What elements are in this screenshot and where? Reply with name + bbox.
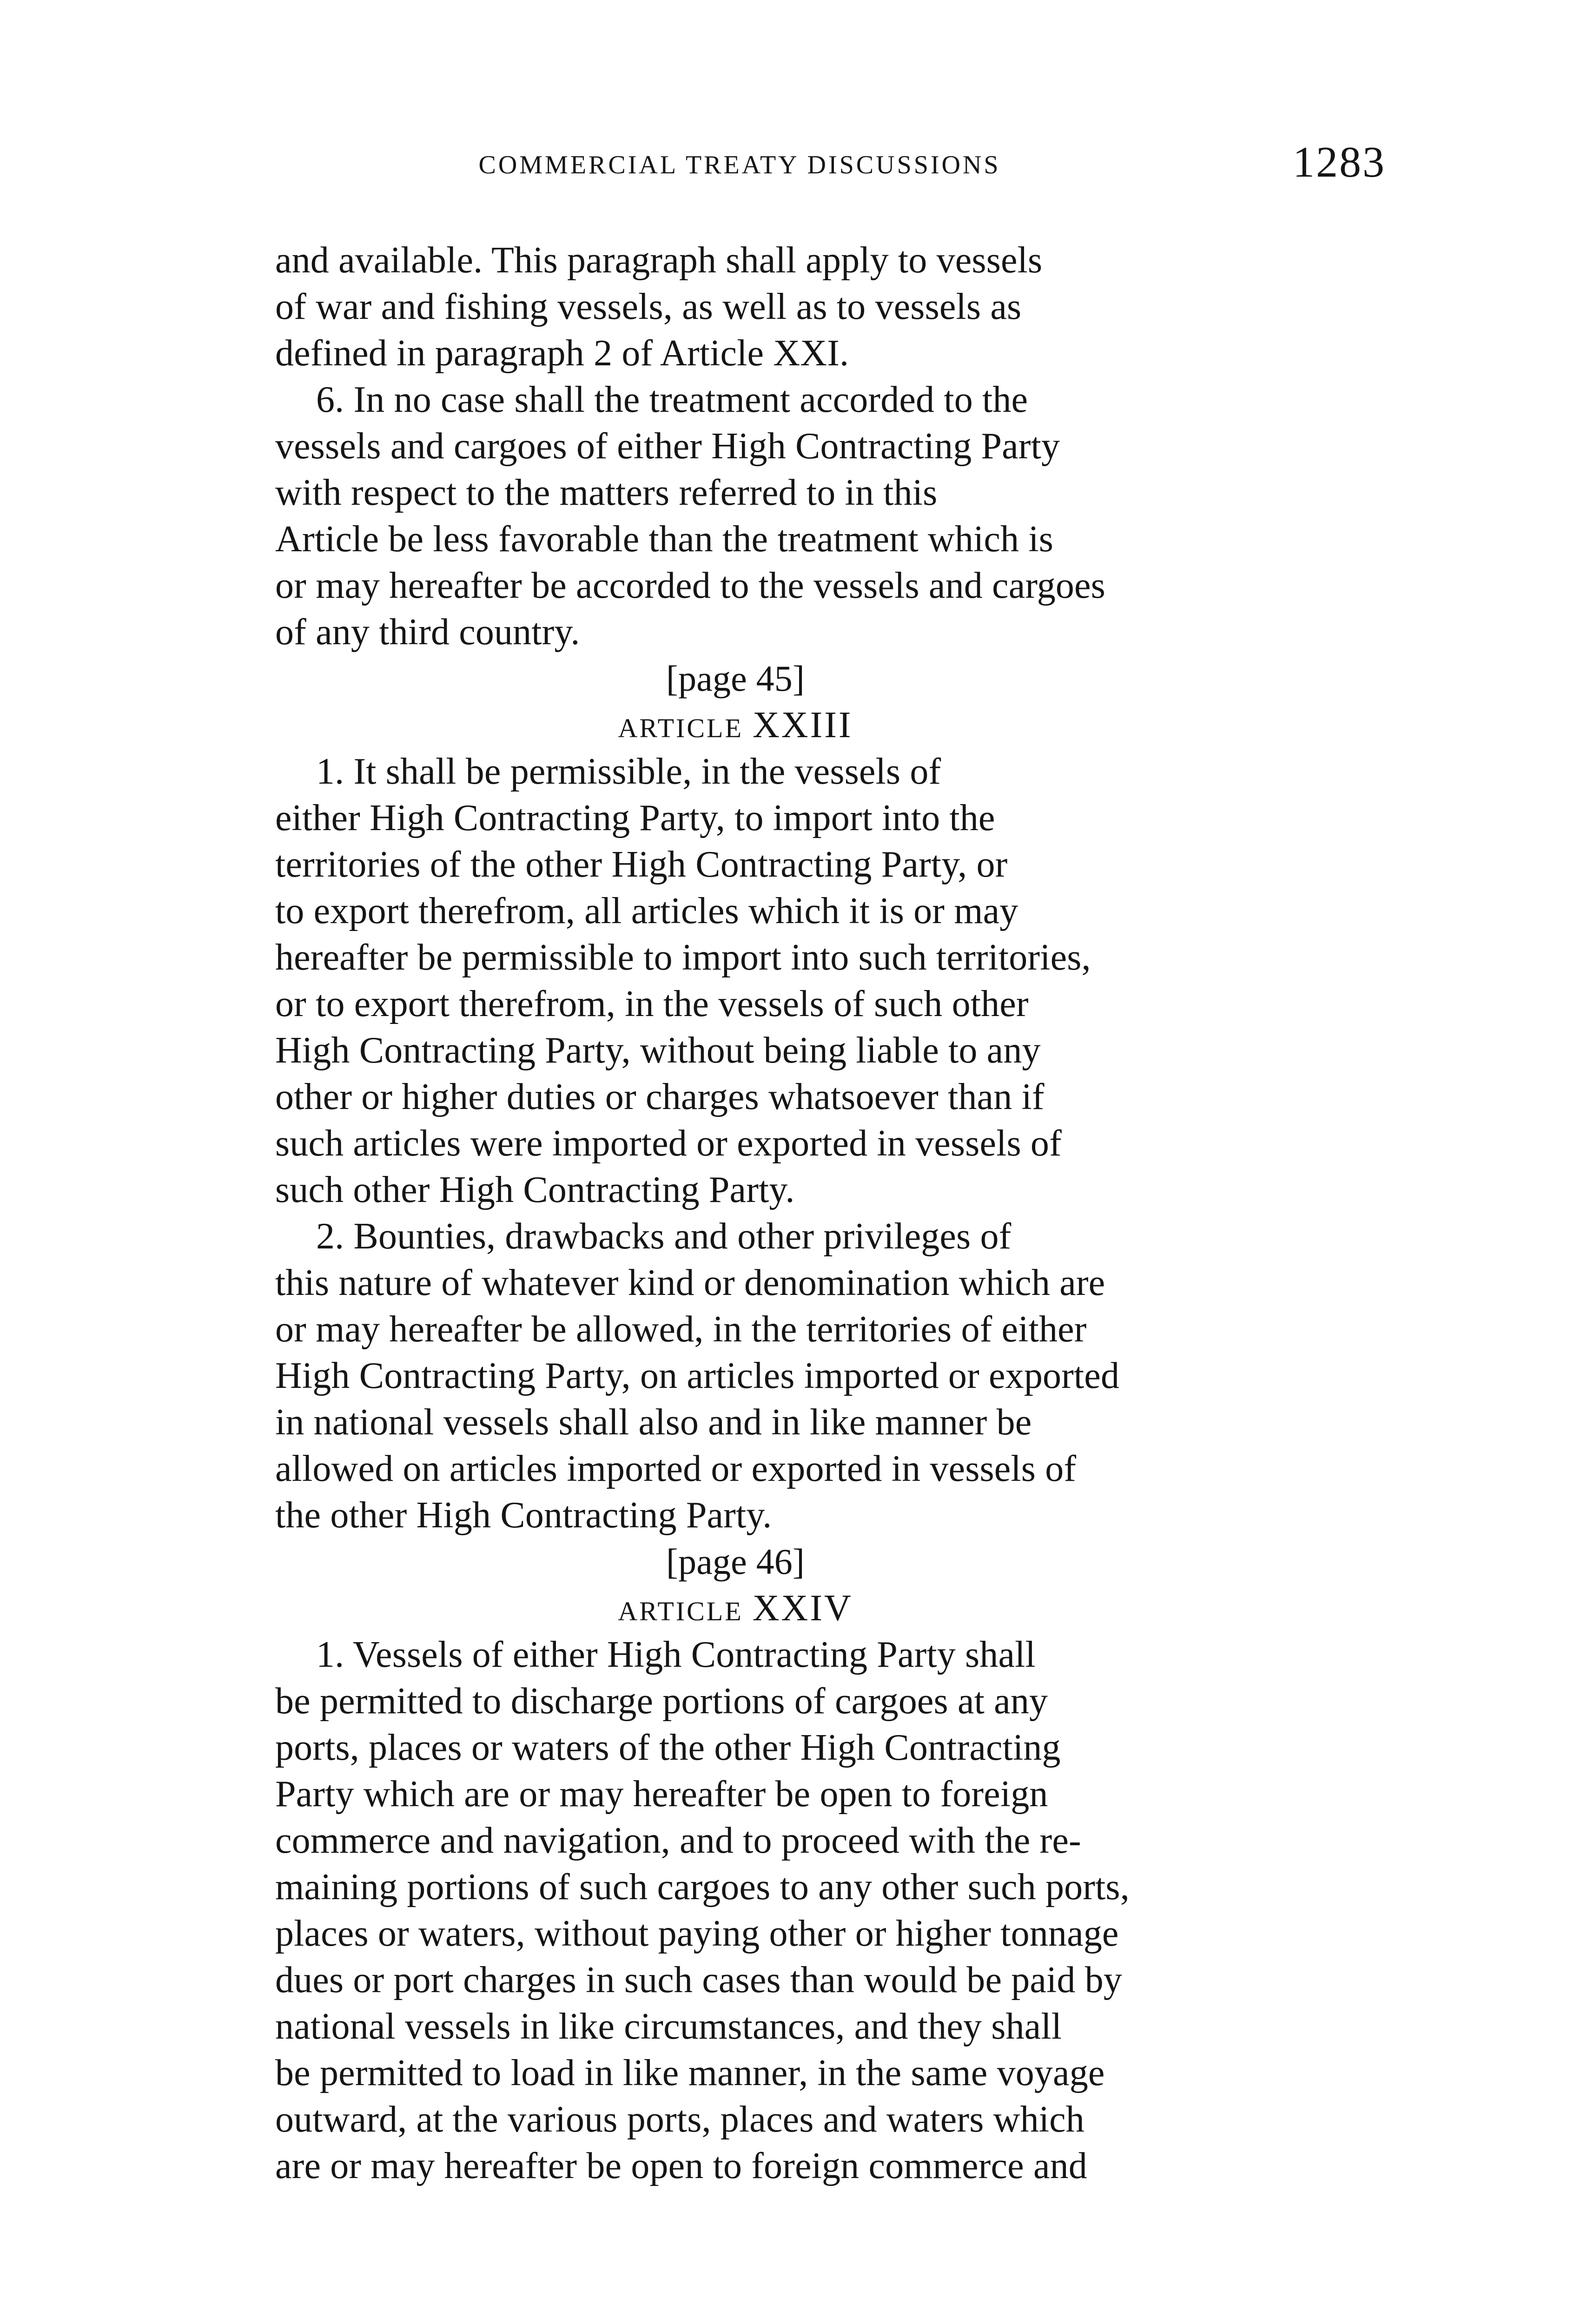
text-line: outward, at the various ports, places and waters which: [275, 2099, 1084, 2140]
text-line: or to export therefrom, in the vessels of such other: [275, 984, 1029, 1024]
running-head: COMMERCIAL TREATY DISCUSSIONS: [478, 151, 1001, 179]
article-number: XXIII: [753, 705, 853, 746]
text-line: national vessels in like circumstances, and they shall: [275, 2006, 1062, 2047]
text-line: such other High Contracting Party.: [275, 1169, 795, 1210]
text-line: maining portions of such cargoes to any other such ports,: [275, 1867, 1130, 1908]
text-line: to export therefrom, all articles which it is or may: [275, 891, 1018, 931]
text-line: be permitted to discharge portions of cargoes at any: [275, 1681, 1048, 1722]
text-line: and available. This paragraph shall apply to vessels: [275, 240, 1043, 281]
text-line: ports, places or waters of the other High Contracting: [275, 1727, 1061, 1768]
page-header: [270, 138, 1386, 211]
text-line: are or may hereafter be open to foreign commerce and: [275, 2146, 1087, 2186]
text-line: allowed on articles imported or exported in vessels of: [275, 1448, 1077, 1489]
text-line: with respect to the matters referred to in this: [275, 472, 938, 513]
text-line: or may hereafter be accorded to the vessels and cargoes: [275, 565, 1105, 606]
paragraph-start-line: 2. Bounties, drawbacks and other privileges of: [316, 1216, 1012, 1257]
text-line: High Contracting Party, without being liable to any: [275, 1030, 1041, 1071]
text-line: the other High Contracting Party.: [275, 1495, 772, 1536]
paragraph-start-line: 1. It shall be permissible, in the vessels of: [316, 751, 941, 792]
page-reference: [page 45]: [666, 658, 805, 699]
text-line: either High Contracting Party, to import into the: [275, 798, 995, 838]
body-text: [275, 237, 1312, 2189]
text-line: commerce and navigation, and to proceed with the re-: [275, 1820, 1081, 1861]
text-line: in national vessels shall also and in like manner be: [275, 1402, 1032, 1443]
text-line: Party which are or may hereafter be open to foreign: [275, 1774, 1048, 1815]
text-line: of war and fishing vessels, as well as to vessels as: [275, 286, 1022, 327]
text-line: Article be less favorable than the treatment which is: [275, 519, 1054, 560]
text-line: defined in paragraph 2 of Article XXI.: [275, 333, 849, 374]
article-label: ARTICLE: [618, 1596, 743, 1626]
article-number: XXIV: [752, 1588, 853, 1629]
text-line: this nature of whatever kind or denomination which are: [275, 1262, 1105, 1303]
text-line: territories of the other High Contracting Party, or: [275, 844, 1008, 885]
page-number: 1283: [1293, 138, 1386, 186]
article-heading: [275, 1585, 1312, 1631]
text-line: places or waters, without paying other or higher tonnage: [275, 1913, 1119, 1954]
text-line: other or higher duties or charges whatsoever than if: [275, 1076, 1045, 1117]
page-reference: [page 46]: [666, 1541, 805, 1582]
article-heading: [275, 702, 1312, 748]
article-label: ARTICLE: [618, 713, 743, 743]
text-line: be permitted to load in like manner, in the same voyage: [275, 2053, 1105, 2093]
paragraph-start-line: 1. Vessels of either High Contracting Party shall: [316, 1634, 1036, 1675]
text-line: vessels and cargoes of either High Contracting Party: [275, 426, 1060, 467]
text-line: of any third country.: [275, 612, 580, 653]
text-line: High Contracting Party, on articles imported or exported: [275, 1355, 1120, 1396]
text-line: such articles were imported or exported in vessels of: [275, 1123, 1062, 1164]
text-line: dues or port charges in such cases than would be paid by: [275, 1960, 1123, 2000]
text-line: or may hereafter be allowed, in the territories of either: [275, 1309, 1087, 1350]
paragraph-start-line: 6. In no case shall the treatment accorded to the: [316, 379, 1028, 420]
text-line: hereafter be permissible to import into such territories,: [275, 937, 1091, 978]
